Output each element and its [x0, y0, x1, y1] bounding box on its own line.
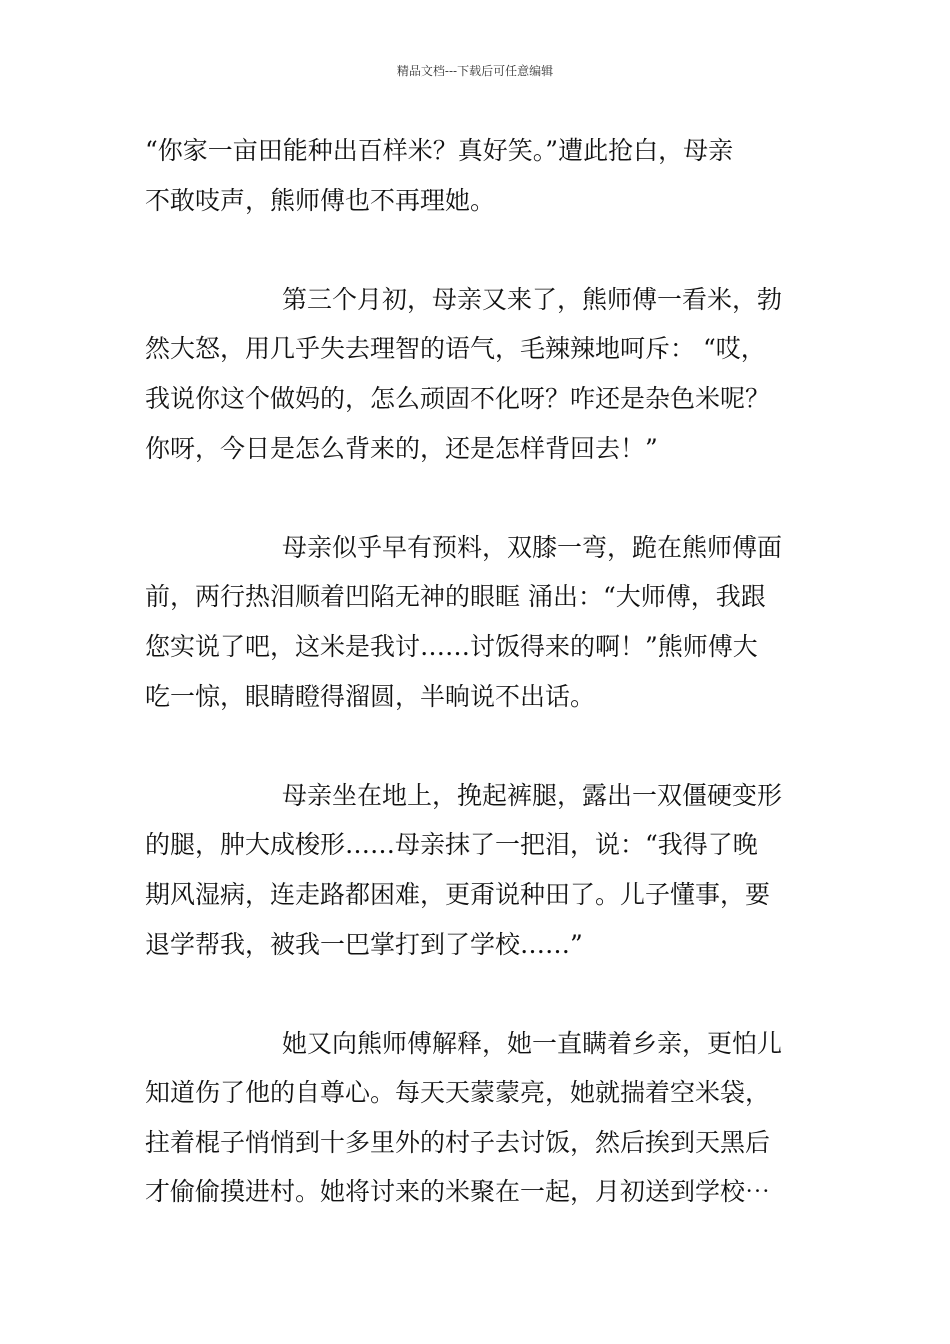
paragraph-line: 期风湿病，连走路都困难，更甭说种田了。儿子懂事，要: [145, 879, 771, 909]
paragraph-line: 母亲似乎早有预料，双膝一弯，跪在熊师傅面: [282, 532, 783, 562]
paragraph-5: [145, 1019, 807, 1217]
paragraph-line: 第三个月初，母亲又来了，熊师傅一看米，勃: [282, 284, 783, 314]
paragraph-line: 知道伤了他的自尊心。每天天蒙蒙亮，她就揣着空米袋，: [145, 1078, 771, 1108]
paragraph-line: 你呀，今日是怎么背来的，还是怎样背回去！”: [145, 433, 658, 463]
paragraph-2: [145, 275, 807, 473]
paragraph-line: 她又向熊师傅解释，她一直瞒着乡亲，更怕儿: [282, 1028, 783, 1058]
paragraph-line: 才偷偷摸进村。她将讨来的米聚在一起，月初送到学校⋯: [145, 1177, 771, 1207]
paragraph-line: 您实说了吧，这米是我讨……讨饭得来的啊！”熊师傅大: [145, 631, 758, 661]
paragraph-spacer: [145, 969, 807, 1019]
paragraph-3: [145, 523, 807, 721]
paragraph-line: 母亲坐在地上，挽起裤腿，露出一双僵硬变形: [282, 780, 783, 810]
paragraph-spacer: [145, 473, 807, 523]
paragraph-line: “你家一亩田能种出百样米？真好笑。”遭此抢白，母亲: [145, 136, 734, 165]
paragraph-line: 我说你这个做妈的，怎么顽固不化呀？咋还是杂色米呢？: [145, 383, 771, 413]
paragraph-line: 拄着棍子悄悄到十多里外的村子去讨饭，然后挨到天黑后: [145, 1127, 771, 1157]
paragraph-line: 吃一惊，眼睛瞪得溜圆，半晌说不出话。: [145, 681, 596, 711]
paragraph-line: 的腿，肿大成梭形……母亲抹了一把泪，说：“我得了晚: [145, 830, 758, 860]
page-header: 精品文档---下载后可任意编辑: [396, 64, 554, 78]
document-body: [145, 126, 807, 1217]
paragraph-line: 然大怒，用几乎失去理智的语气，毛辣辣地呵斥： “哎，: [145, 334, 766, 364]
paragraph-spacer: [145, 721, 807, 771]
paragraph-line: 退学帮我，被我一巴掌打到了学校……”: [145, 929, 583, 959]
paragraph-spacer: [145, 225, 807, 275]
paragraph-4: [145, 771, 807, 969]
paragraph-1: [145, 126, 807, 225]
paragraph-line: 不敢吱声，熊师傅也不再理她。: [145, 185, 496, 215]
paragraph-line: 前，两行热泪顺着凹陷无神的眼眶 涌出：“大师傅，我跟: [145, 582, 766, 612]
